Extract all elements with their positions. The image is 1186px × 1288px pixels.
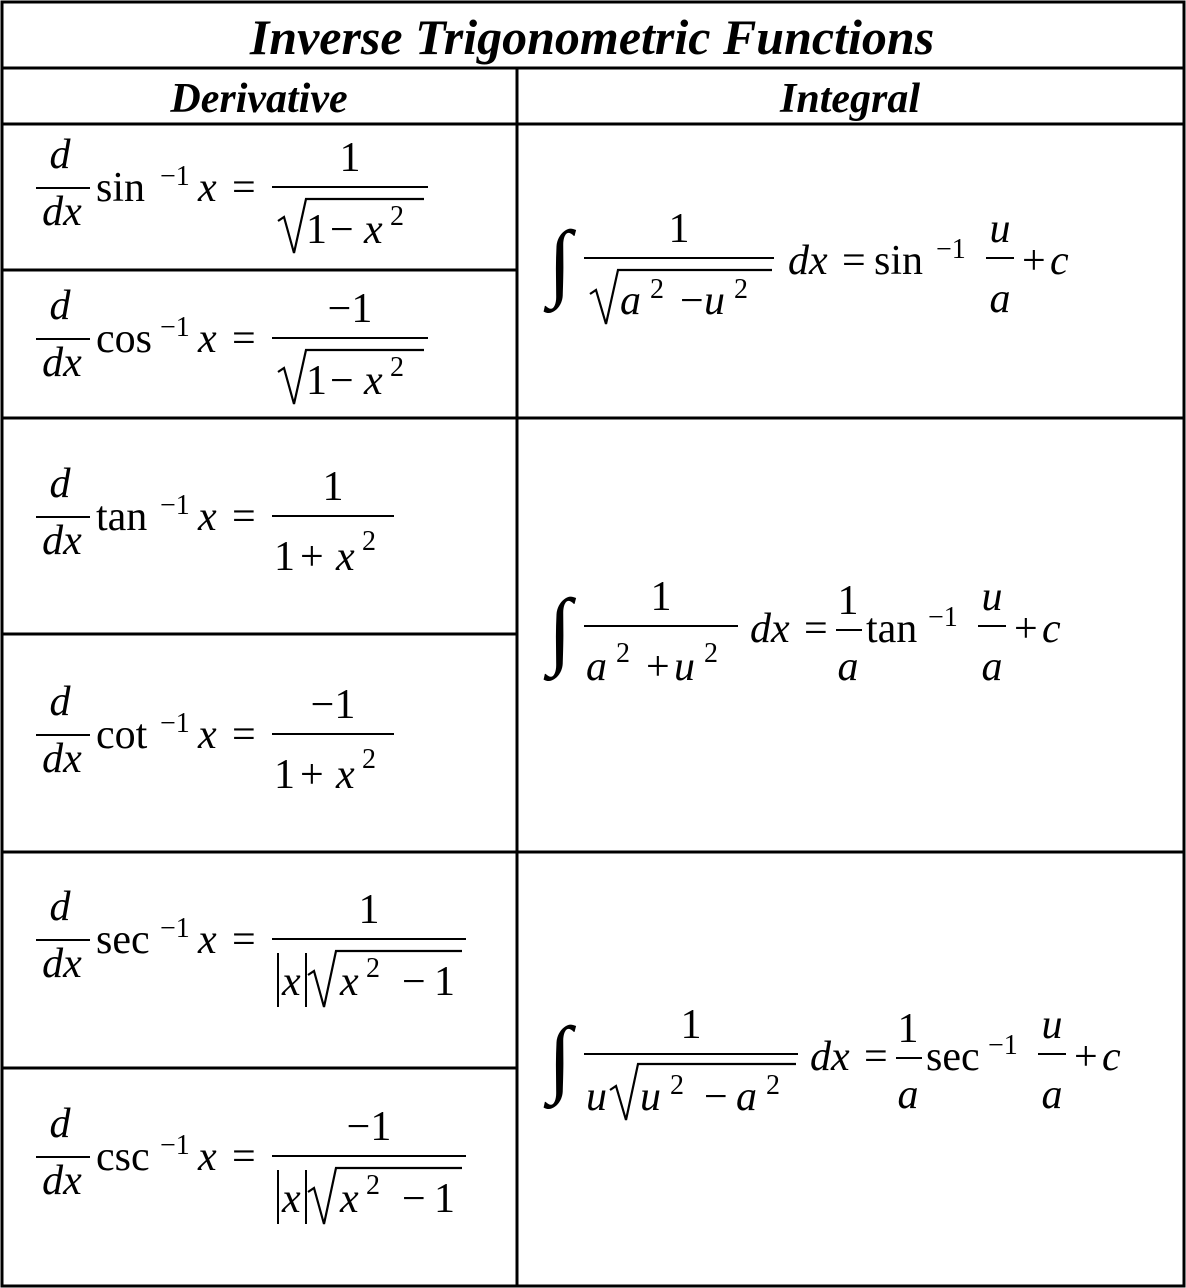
den-u: u [704,278,725,324]
den-x: x [364,358,383,404]
inverse-exponent: −1 [160,708,190,739]
coef-a: a [837,644,859,690]
den-exponent: 2 [390,201,404,232]
numerator: 1 [668,206,690,252]
page-title: Inverse Trigonometric Functions [249,9,935,65]
frac-a: a [1041,1072,1063,1118]
den-minus: − [704,1074,728,1120]
den-x: x [364,207,383,253]
plus-sign: + [1074,1034,1098,1080]
dx: dx [810,1034,850,1080]
derivative-formula-cos [36,283,428,404]
den-minus: − [402,1176,426,1222]
frac-a: a [989,276,1011,322]
derivatives-column [36,132,466,1224]
den-minus: − [402,959,426,1005]
numerator: 1 [680,1002,702,1048]
integral-formula-sin [543,206,1069,324]
den-exponent: 2 [670,1070,684,1101]
equals-sign: = [864,1034,888,1080]
equals-sign: = [232,712,256,758]
den-exponent: 2 [362,744,376,775]
variable-x: x [198,1134,217,1180]
plus-sign: + [1022,238,1046,284]
numerator: 1 [358,887,380,933]
d-numerator: d [49,1101,71,1147]
den-minus: − [330,358,354,404]
d-numerator: d [49,679,71,725]
den-one: 1 [274,534,295,580]
den-u: u [640,1074,661,1120]
variable-x: x [198,316,217,362]
den-exponent: 2 [390,352,404,383]
frac-u: u [981,574,1003,620]
constant-c: c [1050,238,1069,284]
den-plus: + [646,644,670,690]
den-one: 1 [274,752,295,798]
integral-formula-sec [543,1002,1121,1120]
derivative-formula-cot [36,679,394,798]
integral-sign: ∫ [548,581,572,677]
equals-sign: = [232,494,256,540]
dx-denominator: dx [42,941,82,987]
frac-u: u [989,206,1011,252]
den-x: x [336,752,355,798]
den-a: a [586,644,607,690]
inverse-exponent: −1 [160,312,190,343]
numerator: −1 [327,286,373,332]
den-exponent: 2 [734,274,748,305]
derivative-formula-tan [36,461,394,580]
function-name: sin [874,238,924,284]
inverse-exponent: −1 [160,161,190,192]
numerator: −1 [346,1104,392,1150]
dx-denominator: dx [42,518,82,564]
den-one: 1 [306,207,327,253]
function-name: sec [96,917,150,963]
equals-sign: = [842,238,866,284]
den-exponent: 2 [366,953,380,984]
dx-denominator: dx [42,189,82,235]
den-exponent: 2 [616,638,630,669]
derivative-formula-sec [36,884,466,1007]
equals-sign: = [232,1134,256,1180]
den-x: x [340,959,359,1005]
variable-x: x [198,917,217,963]
function-name: cos [96,316,152,362]
coef-numerator: 1 [897,1006,919,1052]
inverse-exponent: −1 [160,913,190,944]
inverse-exponent: −1 [160,1130,190,1161]
variable-x: x [198,712,217,758]
d-numerator: d [49,884,71,930]
function-name: cot [96,712,148,758]
coef-a: a [897,1072,919,1118]
equals-sign: = [232,316,256,362]
abs-x: x [282,1176,301,1222]
den-plus: + [300,534,324,580]
integrals-column [543,206,1121,1120]
coef-numerator: 1 [837,578,859,624]
den-one: 1 [434,1176,455,1222]
frac-a: a [981,644,1003,690]
equals-sign: = [232,917,256,963]
den-exponent: 2 [362,526,376,557]
variable-x: x [198,494,217,540]
constant-c: c [1102,1034,1121,1080]
dx-denominator: dx [42,1158,82,1204]
den-u: u [674,644,695,690]
integral-header: Integral [779,76,921,122]
d-numerator: d [49,461,71,507]
equals-sign: = [232,165,256,211]
den-a: a [736,1074,757,1120]
numerator: 1 [339,135,361,181]
den-minus: − [680,278,704,324]
inverse-exponent: −1 [936,234,966,265]
constant-c: c [1042,606,1061,652]
integral-sign: ∫ [548,1009,572,1105]
plus-sign: + [1014,606,1038,652]
den-u: u [586,1074,607,1120]
function-name: csc [96,1134,150,1180]
den-exponent: 2 [766,1070,780,1101]
derivative-formula-csc [36,1101,466,1224]
function-name: tan [96,494,148,540]
den-exponent: 2 [366,1170,380,1201]
integral-sign: ∫ [548,213,572,309]
derivative-header: Derivative [170,76,348,122]
den-exponent: 2 [704,638,718,669]
den-x: x [340,1176,359,1222]
den-x: x [336,534,355,580]
inverse-exponent: −1 [988,1030,1018,1061]
dx: dx [750,606,790,652]
equals-sign: = [804,606,828,652]
den-one: 1 [306,358,327,404]
inverse-exponent: −1 [160,490,190,521]
abs-x: x [282,959,301,1005]
numerator: −1 [310,682,356,728]
function-name: tan [866,606,918,652]
derivative-formula-sin [36,132,428,253]
integral-formula-tan [543,574,1061,690]
dx-denominator: dx [42,340,82,386]
function-name: sin [96,165,146,211]
dx-denominator: dx [42,736,82,782]
variable-x: x [198,165,217,211]
den-exponent: 2 [650,274,664,305]
numerator: 1 [322,464,344,510]
den-minus: − [330,207,354,253]
den-plus: + [300,752,324,798]
numerator: 1 [650,574,672,620]
den-one: 1 [434,959,455,1005]
d-numerator: d [49,132,71,178]
frac-u: u [1041,1002,1063,1048]
d-numerator: d [49,283,71,329]
function-name: sec [926,1034,980,1080]
dx: dx [788,238,828,284]
den-a: a [620,278,641,324]
inverse-exponent: −1 [928,602,958,633]
